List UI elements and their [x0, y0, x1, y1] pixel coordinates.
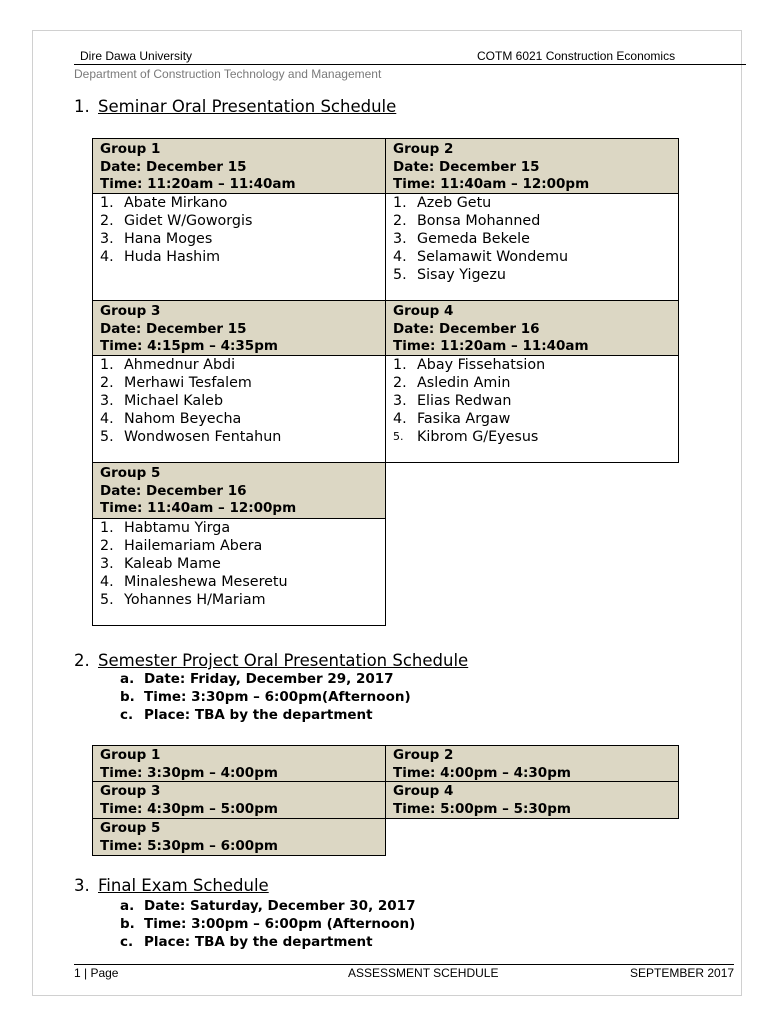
member-name: Gemeda Bekele [417, 231, 530, 247]
list-item [393, 374, 671, 392]
item-number: 2. [393, 213, 407, 229]
group-time: Time: 11:20am – 11:40am [393, 338, 589, 355]
list-item [100, 428, 378, 446]
member-name: Kaleab Mame [124, 556, 221, 572]
list-item [393, 230, 671, 248]
section3-details [120, 897, 415, 951]
group-members [93, 519, 385, 609]
detail-text: Date: Saturday, December 30, 2017 [144, 898, 416, 914]
member-name: Asledin Amin [417, 375, 511, 391]
item-number: 4. [100, 574, 114, 590]
detail-text: Place: TBA by the department [144, 707, 373, 723]
list-item [100, 410, 378, 428]
member-name: Ahmednur Abdi [124, 357, 236, 373]
item-number: 4. [100, 411, 114, 427]
member-name: Habtamu Yirga [124, 520, 231, 536]
footer-page-number: 1 | Page [74, 966, 119, 980]
project-group-4 [385, 781, 679, 819]
member-name: Bonsa Mohanned [417, 213, 541, 229]
detail-row [120, 706, 411, 724]
header-divider [74, 64, 746, 65]
list-item [100, 374, 378, 392]
group-time: Time: 3:30pm – 4:00pm [100, 765, 278, 781]
member-name: Huda Hashim [124, 249, 221, 265]
item-number: 2. [100, 538, 114, 554]
list-item [100, 392, 378, 410]
item-number: 1. [100, 357, 114, 373]
detail-row [120, 688, 411, 706]
item-number: 4. [100, 249, 114, 265]
detail-letter: c. [120, 707, 134, 723]
item-number: 5. [393, 430, 404, 443]
footer-divider [74, 964, 734, 965]
detail-row [120, 897, 415, 915]
group-time: Time: 11:20am – 11:40am [100, 176, 296, 193]
member-name: Minaleshewa Meseretu [124, 574, 288, 590]
detail-row [120, 933, 415, 951]
list-item [100, 519, 378, 537]
list-item [100, 248, 378, 266]
item-number: 3. [100, 231, 114, 247]
detail-text: Place: TBA by the department [144, 934, 373, 950]
list-item [100, 194, 378, 212]
group-header [93, 463, 385, 519]
group-date: Date: December 15 [393, 158, 540, 175]
section2-number: 2. [74, 651, 90, 670]
seminar-group-3 [92, 300, 386, 463]
group-name: Group 5 [100, 820, 161, 836]
group-name: Group 1 [100, 747, 161, 763]
member-name: Yohannes H/Mariam [124, 592, 266, 608]
detail-row [120, 915, 415, 933]
member-name: Hailemariam Abera [124, 538, 263, 554]
group-time: Time: 4:00pm – 4:30pm [393, 765, 571, 781]
header-course: COTM 6021 Construction Economics [477, 49, 676, 63]
group-date: Date: December 15 [100, 320, 247, 337]
group-name: Group 4 [393, 303, 454, 319]
member-name: Michael Kaleb [124, 393, 224, 409]
list-item [100, 212, 378, 230]
group-name: Group 2 [393, 747, 454, 763]
list-item [100, 573, 378, 591]
group-time: Time: 11:40am – 12:00pm [100, 500, 297, 517]
section3-heading [74, 876, 269, 895]
item-number: 5. [100, 592, 114, 608]
member-name: Elias Redwan [417, 393, 512, 409]
section1-title: Seminar Oral Presentation Schedule [98, 97, 397, 116]
detail-row [120, 670, 411, 688]
item-number: 5. [100, 429, 114, 445]
item-number: 3. [100, 556, 114, 572]
item-number: 3. [100, 393, 114, 409]
group-header [93, 139, 385, 194]
item-number: 1. [393, 357, 407, 373]
member-name: Abay Fissehatsion [417, 357, 546, 373]
section2-title: Semester Project Oral Presentation Schedule [98, 651, 469, 670]
group-time: Time: 4:30pm – 5:00pm [100, 801, 278, 817]
list-item [393, 428, 671, 446]
group-time: Time: 11:40am – 12:00pm [393, 176, 590, 193]
group-header [386, 301, 678, 356]
member-name: Nahom Beyecha [124, 411, 242, 427]
seminar-group-5 [92, 462, 386, 626]
list-item [100, 555, 378, 573]
member-name: Merhawi Tesfalem [124, 375, 252, 391]
group-date: Date: December 16 [100, 482, 247, 499]
group-time: Time: 5:30pm – 6:00pm [100, 838, 278, 854]
detail-text: Time: 3:30pm – 6:00pm(Afternoon) [144, 689, 411, 705]
detail-letter: b. [120, 916, 135, 932]
member-name: Kibrom G/Eyesus [417, 429, 539, 445]
header-department: Department of Construction Technology and Management [74, 67, 382, 81]
list-item [393, 266, 671, 284]
list-item [100, 591, 378, 609]
detail-letter: a. [120, 671, 135, 687]
group-members [93, 194, 385, 266]
group-name: Group 3 [100, 783, 161, 799]
member-name: Wondwosen Fentahun [124, 429, 282, 445]
item-number: 1. [100, 520, 114, 536]
project-group-1 [92, 745, 386, 782]
list-item [393, 248, 671, 266]
item-number: 1. [100, 195, 114, 211]
detail-letter: c. [120, 934, 134, 950]
item-number: 3. [393, 231, 407, 247]
item-number: 5. [393, 267, 407, 283]
section2-details [120, 670, 411, 724]
list-item [100, 537, 378, 555]
member-name: Sisay Yigezu [417, 267, 506, 283]
member-name: Hana Moges [124, 231, 213, 247]
detail-letter: a. [120, 898, 135, 914]
section1-number: 1. [74, 97, 90, 116]
item-number: 2. [393, 375, 407, 391]
seminar-group-2 [385, 138, 679, 301]
footer-title: ASSESSMENT SCEHDULE [348, 966, 499, 980]
group-date: Date: December 16 [393, 320, 540, 337]
item-number: 4. [393, 249, 407, 265]
group-members [386, 356, 678, 446]
group-members [386, 194, 678, 284]
group-time: Time: 4:15pm – 4:35pm [100, 338, 278, 355]
section1-heading [74, 97, 396, 116]
project-group-2 [385, 745, 679, 782]
group-name: Group 1 [100, 141, 161, 157]
project-group-3 [92, 781, 386, 819]
member-name: Fasika Argaw [417, 411, 511, 427]
list-item [393, 212, 671, 230]
member-name: Gidet W/Goworgis [124, 213, 253, 229]
detail-text: Time: 3:00pm – 6:00pm (Afternoon) [144, 916, 416, 932]
project-group-5 [92, 818, 386, 856]
list-item [393, 356, 671, 374]
list-item [100, 230, 378, 248]
item-number: 3. [393, 393, 407, 409]
section2-heading [74, 651, 468, 670]
item-number: 4. [393, 411, 407, 427]
item-number: 2. [100, 375, 114, 391]
group-header [93, 301, 385, 356]
item-number: 2. [100, 213, 114, 229]
detail-text: Date: Friday, December 29, 2017 [144, 671, 394, 687]
list-item [393, 410, 671, 428]
list-item [393, 392, 671, 410]
group-date: Date: December 15 [100, 158, 247, 175]
header-university: Dire Dawa University [80, 49, 193, 63]
detail-letter: b. [120, 689, 135, 705]
group-name: Group 4 [393, 783, 454, 799]
member-name: Azeb Getu [417, 195, 492, 211]
list-item [100, 356, 378, 374]
list-item [393, 194, 671, 212]
section3-number: 3. [74, 876, 90, 895]
seminar-group-4 [385, 300, 679, 463]
section3-title: Final Exam Schedule [98, 876, 269, 895]
group-time: Time: 5:00pm – 5:30pm [393, 801, 571, 817]
group-name: Group 2 [393, 141, 454, 157]
member-name: Abate Mirkano [124, 195, 228, 211]
group-name: Group 5 [100, 465, 161, 481]
footer-date: SEPTEMBER 2017 [630, 966, 735, 980]
group-header [386, 139, 678, 194]
group-members [93, 356, 385, 446]
member-name: Selamawit Wondemu [417, 249, 569, 265]
item-number: 1. [393, 195, 407, 211]
seminar-group-1 [92, 138, 386, 301]
group-name: Group 3 [100, 303, 161, 319]
